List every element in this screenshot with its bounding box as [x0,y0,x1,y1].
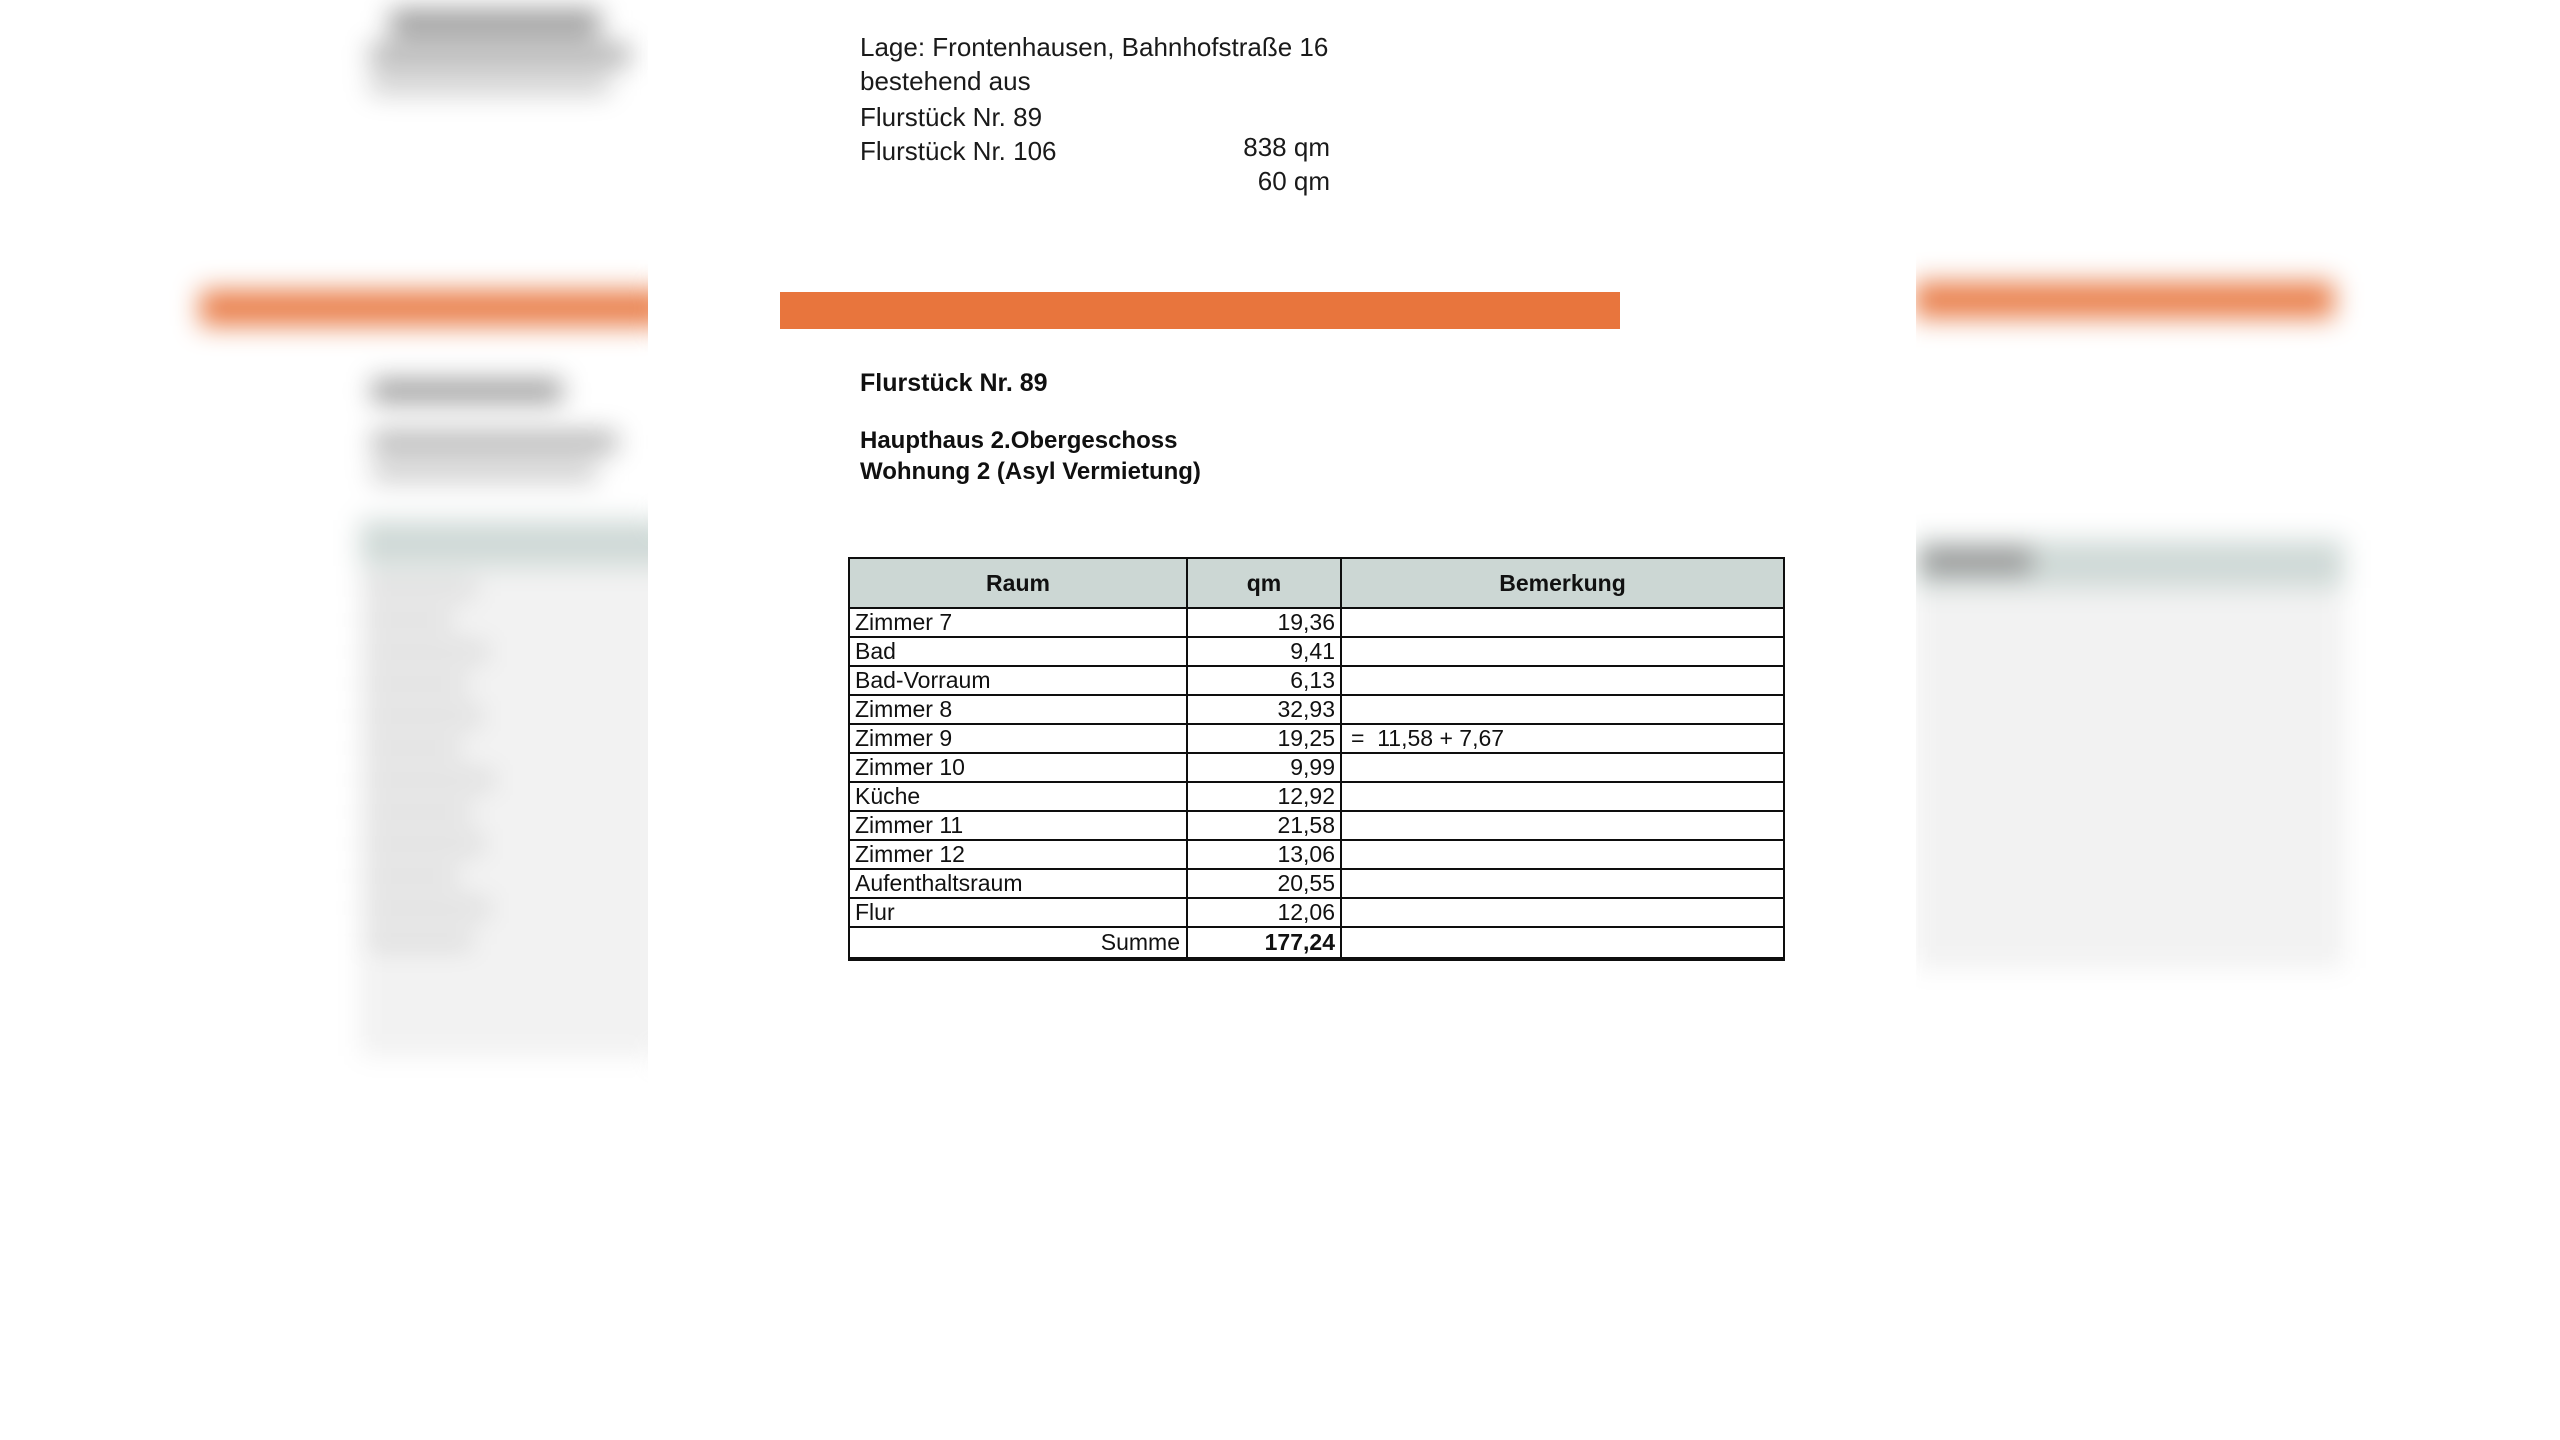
cell-remark [1341,782,1784,811]
table-total-row [849,927,1784,959]
cell-room: Aufenthaltsraum [849,869,1187,898]
cell-qm: 19,36 [1187,608,1341,637]
accent-bar [780,292,1620,329]
cell-room: Bad-Vorraum [849,666,1187,695]
cell-remark: = 11,58 + 7,67 [1341,724,1784,753]
cell-remark [1341,666,1784,695]
total-remark [1341,927,1784,959]
parcel-106-area: 60 qm [1257,166,1330,196]
cell-remark [1341,637,1784,666]
cell-room: Zimmer 8 [849,695,1187,724]
next-page-preview [1900,0,2560,1440]
cell-remark [1341,840,1784,869]
table-row [849,782,1784,811]
cell-remark [1341,753,1784,782]
cell-qm: 19,25 [1187,724,1341,753]
cell-qm: 32,93 [1187,695,1341,724]
table-header-row [849,558,1784,608]
table-row [849,840,1784,869]
table-row [849,724,1784,753]
cell-qm: 13,06 [1187,840,1341,869]
column-header-room: Raum [849,558,1187,608]
table-row [849,869,1784,898]
cell-remark [1341,608,1784,637]
table-row [849,753,1784,782]
unit-heading: Wohnung 2 (Asyl Vermietung) [860,458,1201,485]
table-row [849,637,1784,666]
cell-qm: 20,55 [1187,869,1341,898]
cell-room: Zimmer 11 [849,811,1187,840]
table-row [849,695,1784,724]
table-body [849,608,1784,959]
document-page [648,0,1916,1440]
total-label: Summe [849,927,1187,959]
table-row [849,608,1784,637]
cell-qm: 9,41 [1187,637,1341,666]
table-row [849,666,1784,695]
consisting-of-label: bestehend aus [860,66,1031,96]
cell-qm: 12,92 [1187,782,1341,811]
cell-qm: 12,06 [1187,898,1341,927]
parcel-106-label: Flurstück Nr. 106 [860,136,1057,166]
cell-remark [1341,898,1784,927]
column-header-qm: qm [1187,558,1341,608]
cell-room: Flur [849,898,1187,927]
table-row [849,898,1784,927]
cell-room: Zimmer 10 [849,753,1187,782]
column-header-bemerkung: Bemerkung [1341,558,1784,608]
parcel-89-label: Flurstück Nr. 89 [860,102,1043,132]
cell-room: Zimmer 7 [849,608,1187,637]
cell-room: Bad [849,637,1187,666]
room-area-table [848,557,1785,961]
cell-room: Zimmer 12 [849,840,1187,869]
location-label: Lage: Frontenhausen, Bahnhofstraße 16 [860,32,1329,62]
building-heading: Haupthaus 2.Obergeschoss [860,427,1178,454]
parcel-89-area: 838 qm [1243,132,1330,162]
cell-qm: 21,58 [1187,811,1341,840]
cell-qm: 9,99 [1187,753,1341,782]
table-row [849,811,1784,840]
cell-remark [1341,695,1784,724]
cell-room: Küche [849,782,1187,811]
cell-room: Zimmer 9 [849,724,1187,753]
previous-page-preview [0,0,660,1440]
cell-remark [1341,869,1784,898]
total-qm: 177,24 [1187,927,1341,959]
cell-qm: 6,13 [1187,666,1341,695]
cell-remark [1341,811,1784,840]
parcel-heading: Flurstück Nr. 89 [860,369,1048,397]
